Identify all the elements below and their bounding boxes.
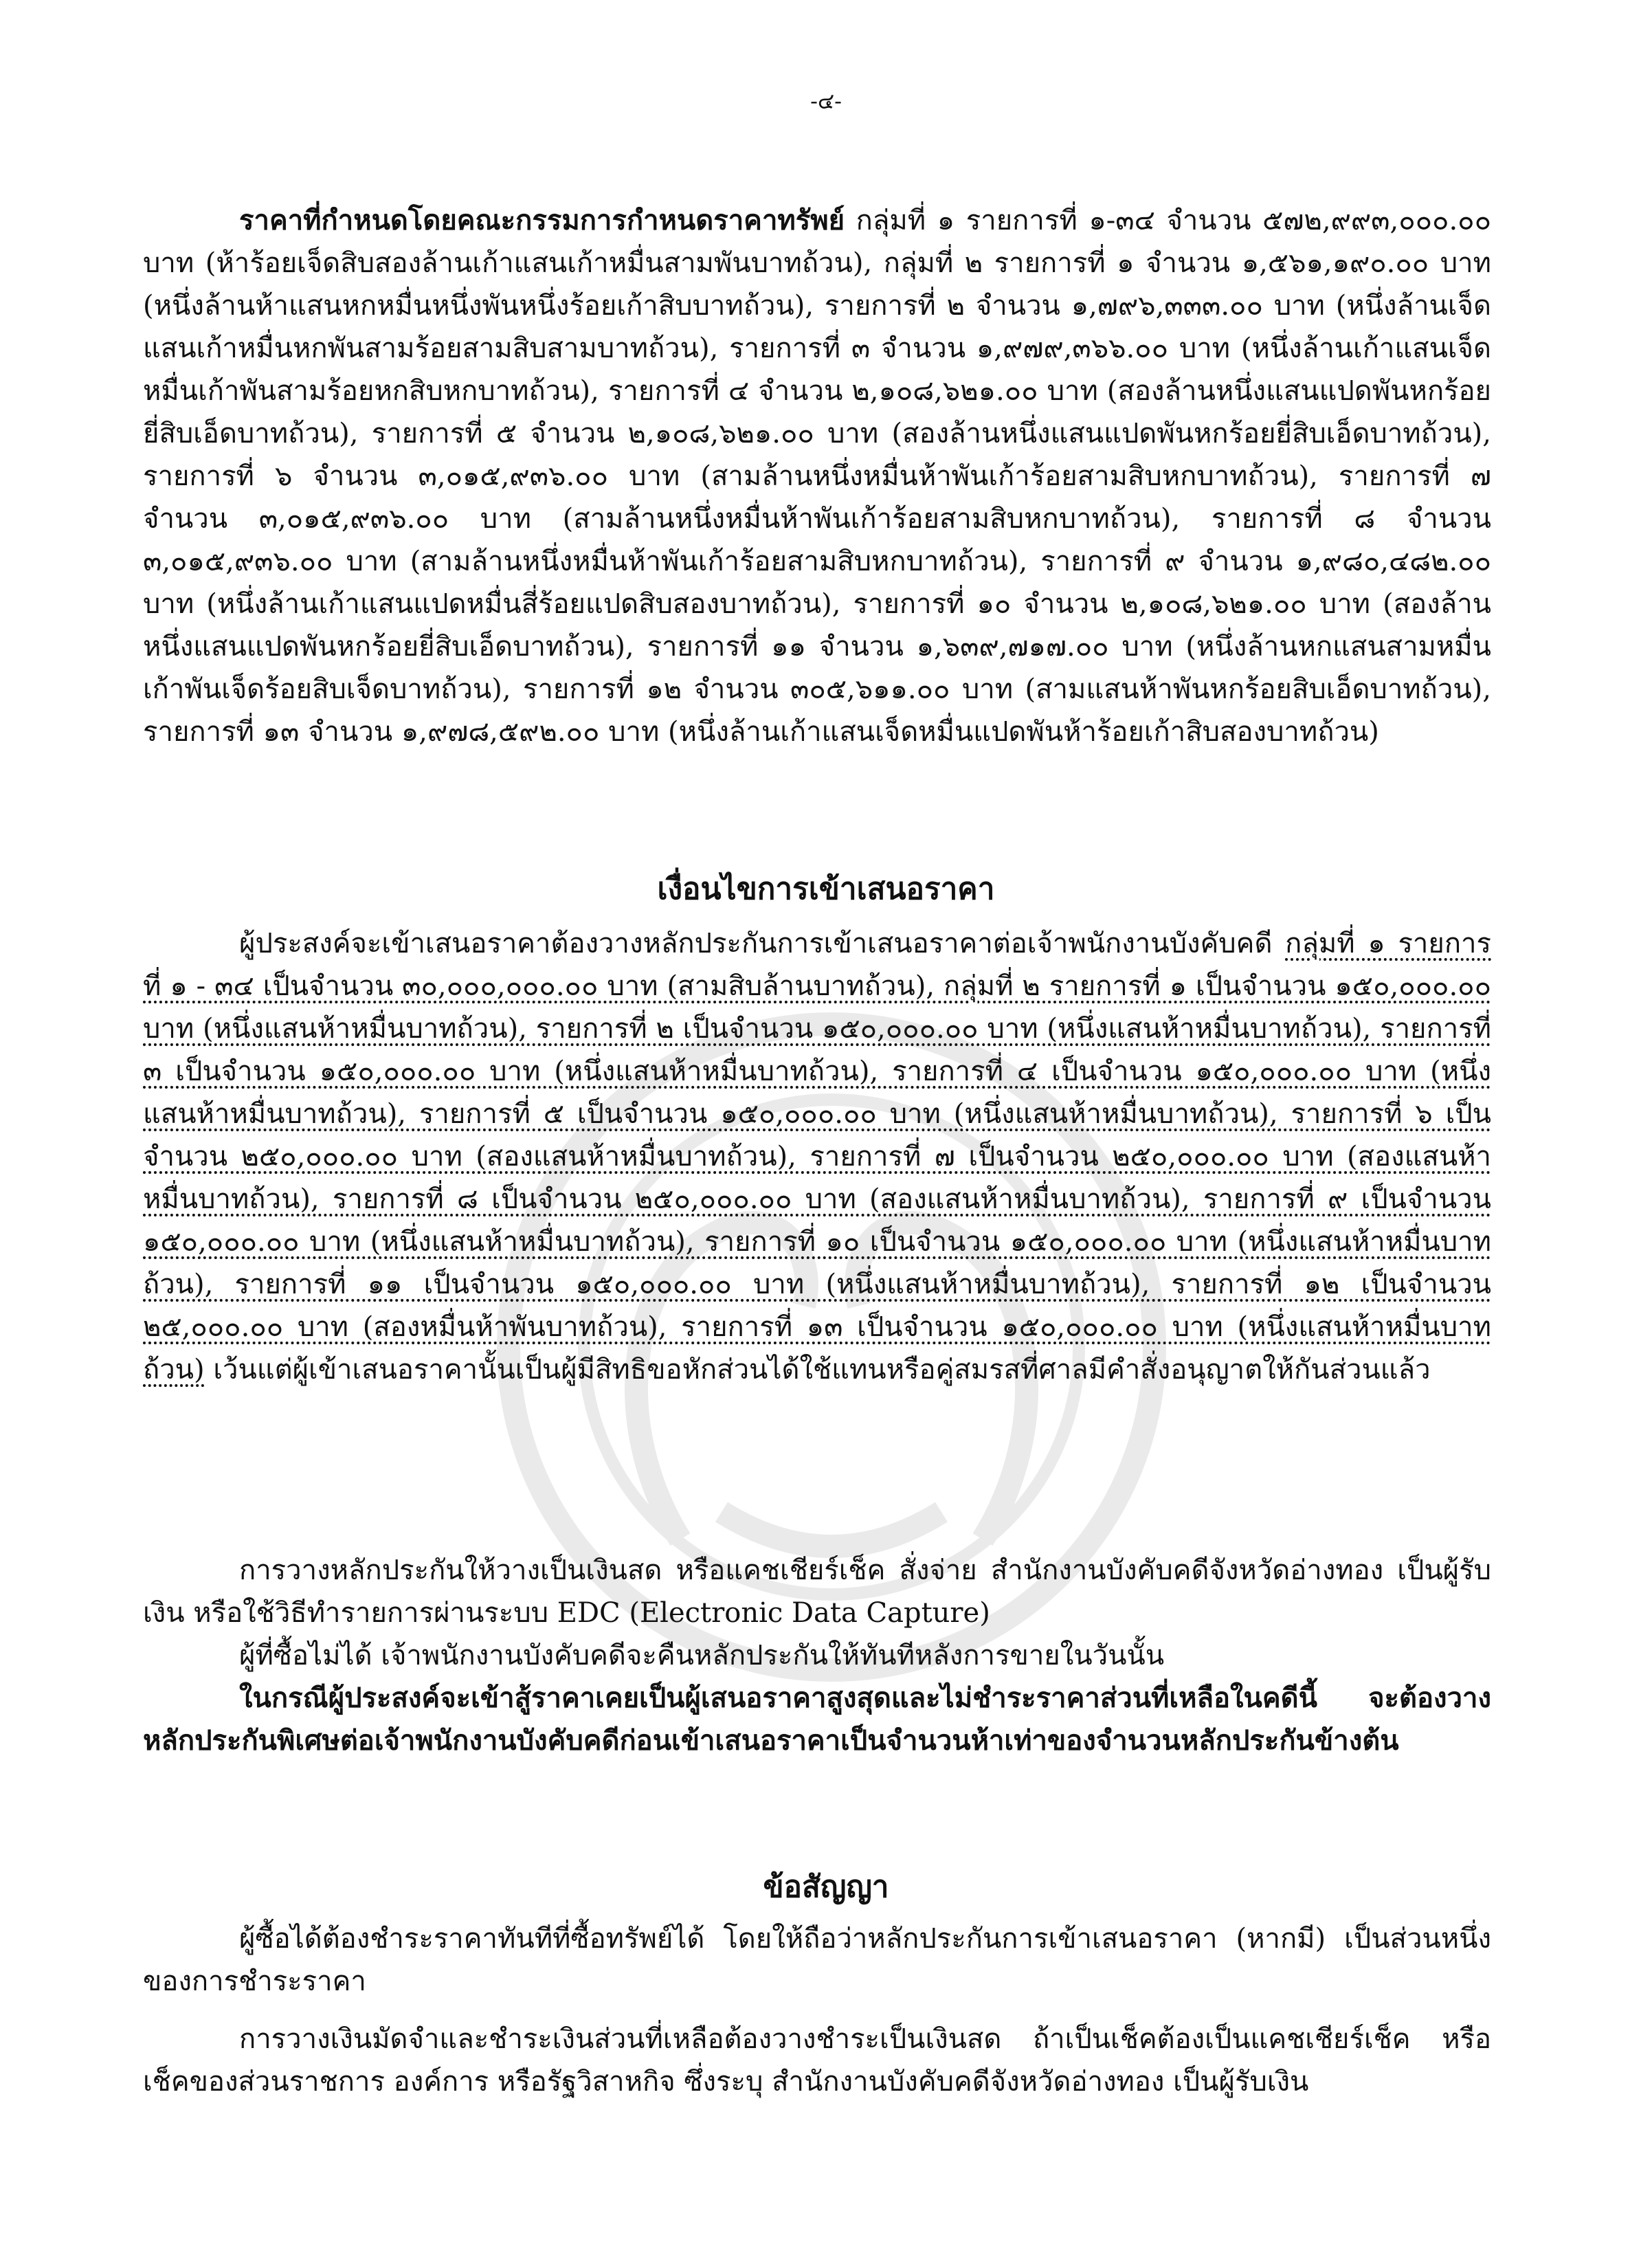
deposit-exception: เว้นแต่ผู้เข้าเสนอราคานั้นเป็นผู้มีสิทธิขอหักส่วนได้ใช้แทนหรือคู่สมรสที่ศาลมีคำสั่งอนุญาตให้กันส่วนแล้ว xyxy=(204,1354,1431,1386)
pay-immediately-paragraph: ผู้ซื้อได้ต้องชำระราคาทันทีที่ซื้อทรัพย์ได้ โดยให้ถือว่าหลักประกันการเข้าเสนอราคา (หากมี) เป็นส่วนหนึ่งของการชำระราคา xyxy=(143,1923,1491,1997)
deposit-list: กลุ่มที่ ๑ รายการที่ ๑ - ๓๔ เป็นจำนวน ๓๐,๐๐๐,๐๐๐.๐๐ บาท (สามสิบล้านบาทถ้วน), กลุ่มที่ ๒ รายการที่ ๑ เป็นจำนวน ๑๕๐,๐๐๐.๐๐ บาท (หนึ่งแสนห้าหมื่นบาทถ้วน), รายการที่ ๒ เป็นจำนวน ๑๕๐,๐๐๐.๐๐ บาท (หนึ่งแสนห้าหมื่นบาทถ้วน), รายการที่ ๓ เป็นจำนวน ๑๕๐,๐๐๐.๐๐ บาท (หนึ่งแสนห้าหมื่นบาทถ้วน), รายการที่ ๔ เป็นจำนวน ๑๕๐,๐๐๐.๐๐ บาท (หนึ่งแสนห้าหมื่นบาทถ้วน), รายการที่ ๕ เป็นจำนวน ๑๕๐,๐๐๐.๐๐ บาท (หนึ่งแสนห้าหมื่นบาทถ้วน), รายการที่ ๖ เป็นจำนวน ๒๕๐,๐๐๐.๐๐ บาท (สองแสนห้าหมื่นบาทถ้วน), รายการที่ ๗ เป็นจำนวน ๒๕๐,๐๐๐.๐๐ บาท (สองแสนห้าหมื่นบาทถ้วน), รายการที่ ๘ เป็นจำนวน ๒๕๐,๐๐๐.๐๐ บาท (สองแสนห้าหมื่นบาทถ้วน), รายการที่ ๙ เป็นจำนวน ๑๕๐,๐๐๐.๐๐ บาท (หนึ่งแสนห้าหมื่นบาทถ้วน), รายการที่ ๑๐ เป็นจำนวน ๑๕๐,๐๐๐.๐๐ บาท (หนึ่งแสนห้าหมื่นบาทถ้วน), รายการที่ ๑๑ เป็นจำนวน ๑๕๐,๐๐๐.๐๐ บาท (หนึ่งแสนห้าหมื่นบาทถ้วน), รายการที่ ๑๒ เป็นจำนวน ๒๕,๐๐๐.๐๐ บาท (สองหมื่นห้าพันบาทถ้วน), รายการที่ ๑๓ เป็นจำนวน ๑๕๐,๐๐๐.๐๐ บาท (หนึ่งแสนห้าหมื่นบาทถ้วน) xyxy=(143,928,1491,1386)
special-deposit-paragraph: ในกรณีผู้ประสงค์จะเข้าสู้ราคาเคยเป็นผู้เสนอราคาสูงสุดและไม่ชำระราคาส่วนที่เหลือในคดีนี้ จะต้องวางหลักประกันพิเศษต่อเจ้าพนักงานบังคับคดีก่อนเข้าเสนอราคาเป็นจำนวนห้าเท่าของจำนวนหลักประกันข้างต้น xyxy=(143,1682,1491,1757)
agreement-heading: ข้อสัญญา xyxy=(763,1869,889,1904)
payment-method-paragraph: การวางหลักประกันให้วางเป็นเงินสด หรือแคชเชียร์เช็ค สั่งจ่าย สำนักงานบังคับคดีจังหวัดอ่างทอง เป็นผู้รับเงิน หรือใช้วิธีทำรายการผ่านระบบ EDC (Electronic Data Capture) xyxy=(143,1555,1491,1629)
deposit-paragraph xyxy=(143,922,1491,1391)
refund-paragraph: ผู้ที่ซื้อไม่ได้ เจ้าพนักงานบังคับคดีจะคืนหลักประกันให้ทันทีหลังการขายในวันนั้น xyxy=(239,1640,1165,1671)
reserve-price-paragraph xyxy=(143,199,1491,753)
reserve-price-lead: ราคาที่กำหนดโดยคณะกรรมการกำหนดราคาทรัพย์ xyxy=(239,204,845,236)
page-number: -๔- xyxy=(810,88,842,114)
deposit-payment-paragraph: การวางเงินมัดจำและชำระเงินส่วนที่เหลือต้องวางชำระเป็นเงินสด ถ้าเป็นเช็คต้องเป็นแคชเชียร์เช็ค หรือเช็คของส่วนราชการ องค์การ หรือรัฐวิสาหกิจ ซึ่งระบุ สำนักงานบังคับคดีจังหวัดอ่างทอง เป็นผู้รับเงิน xyxy=(143,2023,1491,2098)
deposit-intro: ผู้ประสงค์จะเข้าเสนอราคาต้องวางหลักประกันการเข้าเสนอราคาต่อเจ้าพนักงานบังคับคดี xyxy=(239,928,1273,959)
conditions-heading: เงื่อนไขการเข้าเสนอราคา xyxy=(657,871,995,907)
reserve-price-text: กลุ่มที่ ๑ รายการที่ ๑-๓๔ จำนวน ๕๗๒,๙๙๓,๐๐๐.๐๐ บาท (ห้าร้อยเจ็ดสิบสองล้านเก้าแสนเก้าหมื่นสามพันบาทถ้วน), กลุ่มที่ ๒ รายการที่ ๑ จำนวน ๑,๕๖๑,๑๙๐.๐๐ บาท (หนึ่งล้านห้าแสนหกหมื่นหนึ่งพันหนึ่งร้อยเก้าสิบบาทถ้วน), รายการที่ ๒ จำนวน ๑,๗๙๖,๓๓๓.๐๐ บาท (หนึ่งล้านเจ็ดแสนเก้าหมื่นหกพันสามร้อยสามสิบสามบาทถ้วน), รายการที่ ๓ จำนวน ๑,๙๗๙,๓๖๖.๐๐ บาท (หนึ่งล้านเก้าแสนเจ็ดหมื่นเก้าพันสามร้อยหกสิบหกบาทถ้วน), รายการที่ ๔ จำนวน ๒,๑๐๘,๖๒๑.๐๐ บาท (สองล้านหนึ่งแสนแปดพันหกร้อยยี่สิบเอ็ดบาทถ้วน), รายการที่ ๕ จำนวน ๒,๑๐๘,๖๒๑.๐๐ บาท (สองล้านหนึ่งแสนแปดพันหกร้อยยี่สิบเอ็ดบาทถ้วน), รายการที่ ๖ จำนวน ๓,๐๑๕,๙๓๖.๐๐ บาท (สามล้านหนึ่งหมื่นห้าพันเก้าร้อยสามสิบหกบาทถ้วน), รายการที่ ๗ จำนวน ๓,๐๑๕,๙๓๖.๐๐ บาท (สามล้านหนึ่งหมื่นห้าพันเก้าร้อยสามสิบหกบาทถ้วน), รายการที่ ๘ จำนวน ๓,๐๑๕,๙๓๖.๐๐ บาท (สามล้านหนึ่งหมื่นห้าพันเก้าร้อยสามสิบหกบาทถ้วน), รายการที่ ๙ จำนวน ๑,๙๘๐,๔๘๒.๐๐ บาท (หนึ่งล้านเก้าแสนแปดหมื่นสี่ร้อยแปดสิบสองบาทถ้วน), รายการที่ ๑๐ จำนวน ๒,๑๐๘,๖๒๑.๐๐ บาท (สองล้านหนึ่งแสนแปดพันหกร้อยยี่สิบเอ็ดบาทถ้วน), รายการที่ ๑๑ จำนวน ๑,๖๓๙,๗๑๗.๐๐ บาท (หนึ่งล้านหกแสนสามหมื่นเก้าพันเจ็ดร้อยสิบเจ็ดบาทถ้วน), รายการที่ ๑๒ จำนวน ๓๐๕,๖๑๑.๐๐ บาท (สามแสนห้าพันหกร้อยสิบเอ็ดบาทถ้วน), รายการที่ ๑๓ จำนวน ๑,๙๗๘,๕๙๒.๐๐ บาท (หนึ่งล้านเก้าแสนเจ็ดหมื่นแปดพันห้าร้อยเก้าสิบสองบาทถ้วน) xyxy=(143,205,1492,748)
